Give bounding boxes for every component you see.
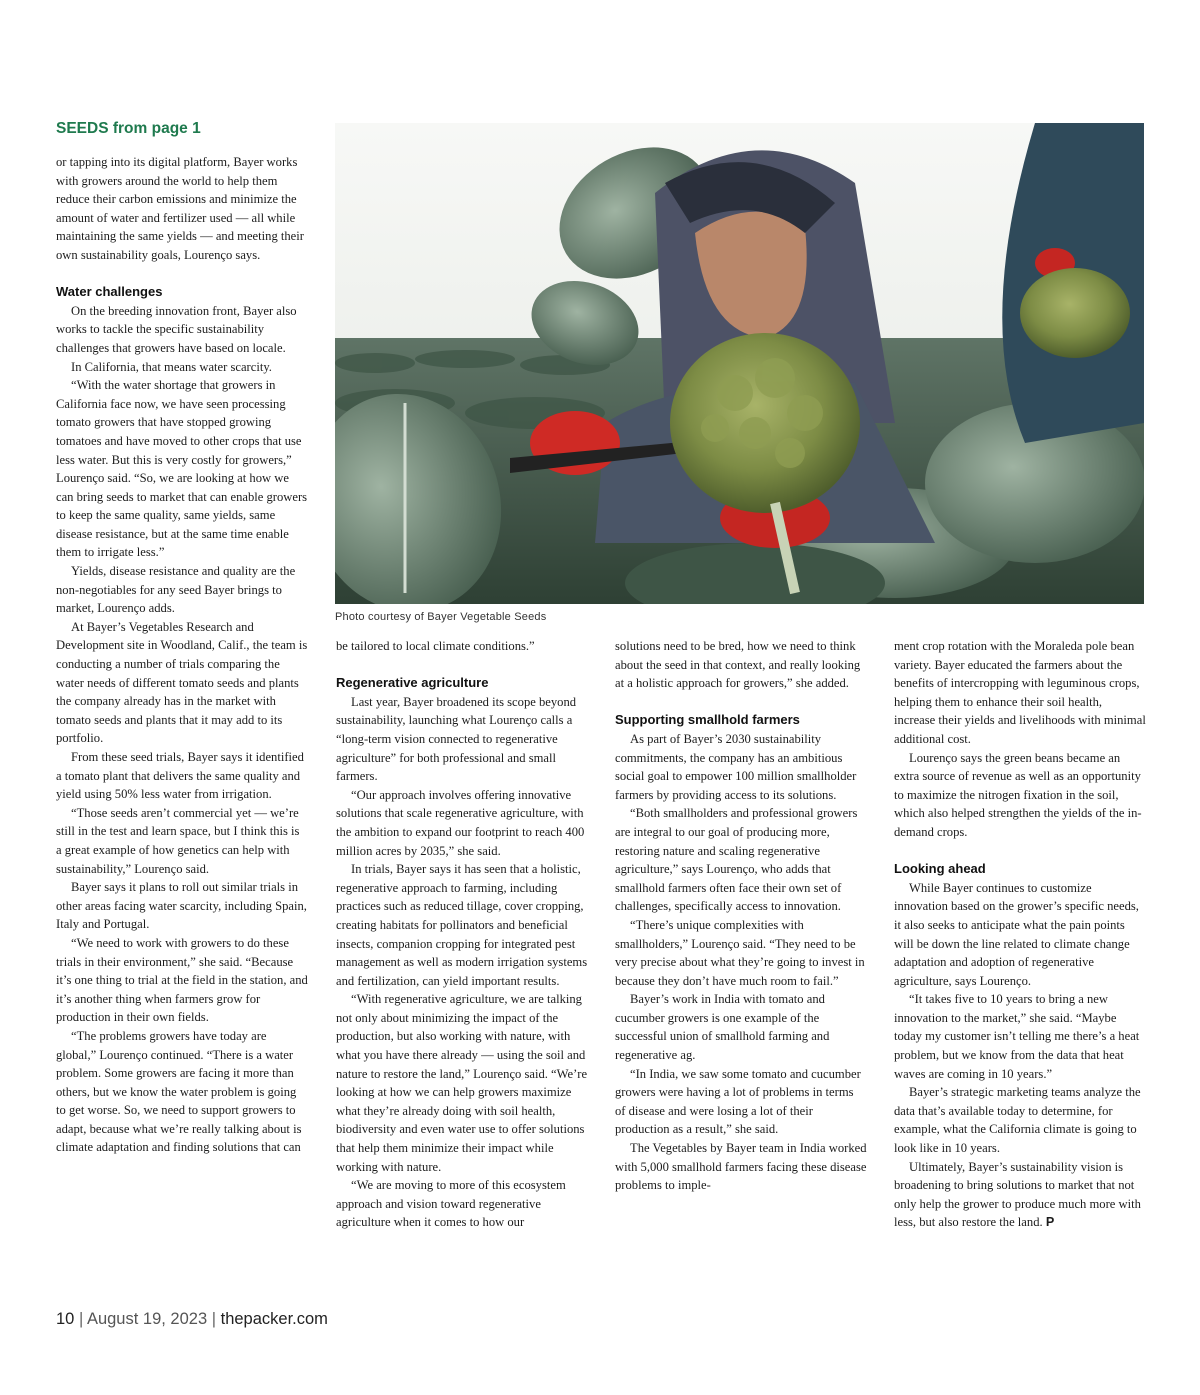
paragraph: Bayer says it plans to roll out similar trials in other areas facing water scarcity, including Spain, Italy and Portugal.	[56, 880, 307, 932]
paragraph: “With regenerative agriculture, we are talking not only about minimizing the impact of the production, but also working with nature, with what you have there already — using the soil and nature to restore the land,” Lourenço said. “We’re looking at how we can help growers maximize what they’re already doing with soil health, biodiversity and even water use to offer solutions that help them minimize their impact while working with nature.	[336, 992, 588, 1174]
footer-separator: |	[211, 1310, 217, 1328]
subhead-supporting-smallhold-farmers: Supporting smallhold farmers	[615, 712, 800, 728]
page-number: 10	[56, 1310, 75, 1328]
paragraph: “Our approach involves offering innovative solutions that scale regenerative agriculture, with the ambition to expand our footprint to reach 400 million acres by 2035,” she said.	[336, 787, 585, 858]
paragraph: Bayer’s work in India with tomato and cucumber growers is one example of the successful union of smallhold farming and regenerative ag.	[615, 992, 830, 1063]
paragraph: In California, that means water scarcity.	[71, 359, 272, 374]
end-mark: P	[1045, 1215, 1055, 1230]
paragraph: “With the water shortage that growers in California face now, we have seen processing tomato growers that have stopped growing tomatoes and have moved to other crops that use less water. But this is very costly for growers,” Lourenço said. “So, we are looking at how we can bring seeds to market that can enable growers to keep the same quality, same yields, same disease resistance, but at the same time enable them to irrigate less.”	[56, 378, 308, 560]
footer-separator: |	[78, 1310, 84, 1328]
paragraph: or tapping into its digital platform, Bayer works with growers around the world to help them reduce their carbon emissions and minimize the amount of water and fertilizer used — all while maintaining the same yields — and meeting their own sustainability goals, Lourenço says.	[56, 155, 304, 262]
paragraph: As part of Bayer’s 2030 sustainability commitments, the company has an ambitious social goal to empower 100 million smallholder farmers by providing access to its solutions.	[615, 731, 857, 802]
paragraph: solutions need to be bred, how we need to think about the seed in that context, and really looking at a holistic approach for growers,” she added.	[615, 639, 861, 691]
paragraph: “There’s unique complexities with smallholders,” Lourenço said. “They need to be very precise about what they’re going to invest in because they don’t have much room to fail.”	[615, 917, 865, 988]
paragraph: On the breeding innovation front, Bayer also works to tackle the specific sustainability challenges that growers have based on locale.	[56, 303, 297, 355]
paragraph: Lourenço says the green beans became an extra source of revenue as well as an opportunity to maximize the nitrogen fixation in the soil, which also helped strengthen the yields of the in-demand crops.	[894, 750, 1142, 839]
paragraph: be tailored to local climate conditions.”	[336, 639, 535, 653]
paragraph: In trials, Bayer says it has seen that a holistic, regenerative approach to farming, including practices such as reduced tillage, cover cropping, creating habitats for pollinators and beneficial insects, companion cropping for integrated pest management as well as modern irrigation systems and fertilization, can yield important results.	[336, 862, 588, 988]
paragraph: Last year, Bayer broadened its scope beyond sustainability, launching what Lourenço calls a “long-term vision connected to regenerative agriculture” for both professional and small farmers.	[336, 694, 577, 784]
article-column-3	[615, 637, 867, 1195]
paragraph: ment crop rotation with the Moraleda pole bean variety. Bayer educated the farmers about the benefits of intercropping with leguminous crops, helping them to enhance their soil health, increase their yields and livelihoods with minimal additional cost.	[894, 639, 1146, 746]
subhead-looking-ahead: Looking ahead	[894, 861, 986, 877]
paragraph: “We need to work with growers to do these trials in their environment,” she said. “Because it’s one thing to trial at the field in the station, and it’s another thing when farmers grow for production in their own fields.	[56, 935, 308, 1025]
subhead-water-challenges: Water challenges	[56, 284, 163, 300]
article-column-2	[336, 637, 588, 1232]
paragraph: Yields, disease resistance and quality are the non-negotiables for any seed Bayer brings to market, Lourenço adds.	[56, 564, 296, 616]
paragraph: While Bayer continues to customize innovation based on the grower’s specific needs, it also seeks to anticipate what the pain points will be down the line related to climate change adaptation and adoption of regenerative agriculture, says Lourenço.	[894, 880, 1139, 988]
paragraph-text: Ultimately, Bayer’s sustainability vision is broadening to bring solutions to market that not only help the grower to produce much more with less, but also restore the land.	[894, 1159, 1141, 1230]
issue-date: August 19, 2023	[86, 1310, 208, 1328]
site-link[interactable]: thepacker.com	[220, 1310, 328, 1328]
article-photo	[335, 123, 1144, 604]
paragraph: “The problems growers have today are global,” Lourenço continued. “There is a water problem. Some growers are facing it more than others, but we know the water problem is going to get worse. So, we need to support growers to adapt, because what we’re really talking about is climate adaptation and finding solutions that can	[56, 1028, 302, 1155]
paragraph	[894, 1158, 1146, 1232]
paragraph: “Those seeds aren’t commercial yet — we’re still in the test and learn space, but I think this is a great example of how genetics can help with sustainability,” Lourenço said.	[56, 805, 300, 876]
page-footer	[56, 1310, 328, 1329]
article-column-1	[56, 153, 308, 1157]
continuation-kicker: SEEDS from page 1	[56, 120, 201, 137]
paragraph: The Vegetables by Bayer team in India worked with 5,000 smallhold farmers facing these disease problems to imple-	[615, 1141, 867, 1193]
paragraph: “In India, we saw some tomato and cucumber growers were having a lot of problems in terms of disease and were losing a lot of their production as a result,” she said.	[615, 1066, 861, 1137]
paragraph: Bayer’s strategic marketing teams analyze the data that’s available today to determine, for example, what the California climate is going to look like in 10 years.	[894, 1085, 1141, 1156]
article-column-4	[894, 637, 1146, 1232]
subhead-regenerative-agriculture: Regenerative agriculture	[336, 675, 489, 691]
photo-caption: Photo courtesy of Bayer Vegetable Seeds	[335, 611, 547, 623]
paragraph: At Bayer’s Vegetables Research and Development site in Woodland, Calif., the team is conducting a number of trials comparing the water needs of different tomato seeds and plants the company already has in the market with tomato seeds and plants that it may add to its portfolio.	[56, 619, 308, 746]
paragraph: “Both smallholders and professional growers are integral to our goal of producing more, restoring nature and scaling regenerative agriculture,” says Lourenço, who adds that smallhold farmers often face their own set of challenges, specifically access to innovation.	[615, 806, 858, 914]
paragraph: “We are moving to more of this ecosystem approach and vision toward regenerative agriculture when it comes to how our	[336, 1178, 566, 1230]
paragraph: “It takes five to 10 years to bring a new innovation to the market,” she said. “Maybe today my customer isn’t telling me there’s a heat problem, but we know from the data that heat waves are coming in 10 years.”	[894, 992, 1140, 1081]
paragraph: From these seed trials, Bayer says it identified a tomato plant that delivers the same quality and yield using 50% less water from irrigation.	[56, 750, 304, 802]
